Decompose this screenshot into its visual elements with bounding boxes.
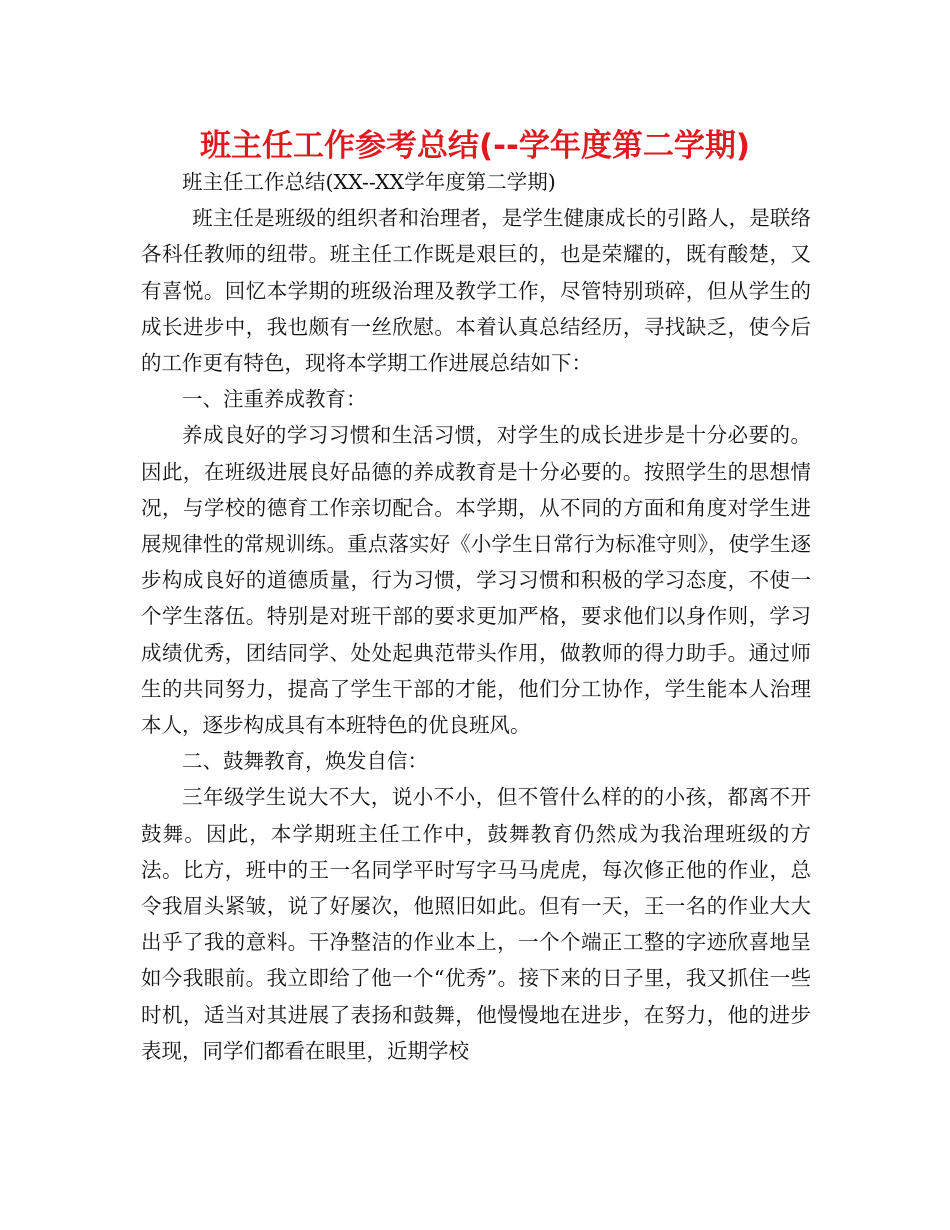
document-subtitle: 班主任工作总结(XX--XX学年度第二学期) [182,170,556,194]
document-title: 班主任工作参考总结(--学年度第二学期) [199,128,751,164]
section-heading: 一、注重养成教育： [182,387,367,412]
section-heading: 二、鼓舞教育，焕发自信： [182,749,428,774]
document-body [141,164,811,1069]
paragraph: 班主任是班级的组织者和治理者，是学生健康成长的引路人，是联络各科任教师的纽带。班主任工作既是艰巨的，也是荣耀的，既有酸楚，又有喜悦。回忆本学期的班级治理及教学工作，尽管特别琐碎，但从学生的成长进步中，我也颇有一丝欣慰。本着认真总结经历，寻找缺乏，使今后的工作更有特色，现将本学期工作进展总结如下： [141,206,811,376]
paragraph: 养成良好的学习习惯和生活习惯，对学生的成长进步是十分必要的。因此，在班级进展良好品德的养成教育是十分必要的。按照学生的思想情况，与学校的德育工作亲切配合。本学期，从不同的方面和角度对学生进展规律性的常规训练。重点落实好《小学生日常行为标准守则》，使学生逐步构成良好的道德质量，行为习惯，学习习惯和积极的学习态度，不使一个学生落伍。特别是对班干部的要求更加严格，要求他们以身作则，学习成绩优秀，团结同学、处处起典范带头作用，做教师的得力助手。通过师生的共同努力，提高了学生干部的才能，他们分工协作，学生能本人治理本人，逐步构成具有本班特色的优良班风。 [141,423,811,738]
paragraph: 三年级学生说大不大，说小不小，但不管什么样的的小孩，都离不开鼓舞。因此，本学期班主任工作中，鼓舞教育仍然成为我治理班级的方法。比方，班中的王一名同学平时写字马马虎虎，每次修正他的作业，总令我眉头紧皱，说了好屡次，他照旧如此。但有一天，王一名的作业大大出乎了我的意料。干净整洁的作业本上，一个个端正工整的字迹欣喜地呈如今我眼前。我立即给了他一个“优秀”。接下来的日子里，我又抓住一些时机，适当对其进展了表扬和鼓舞，他慢慢地在进步，在努力，他的进步表现，同学们都看在眼里，近期学校 [141,785,811,1063]
